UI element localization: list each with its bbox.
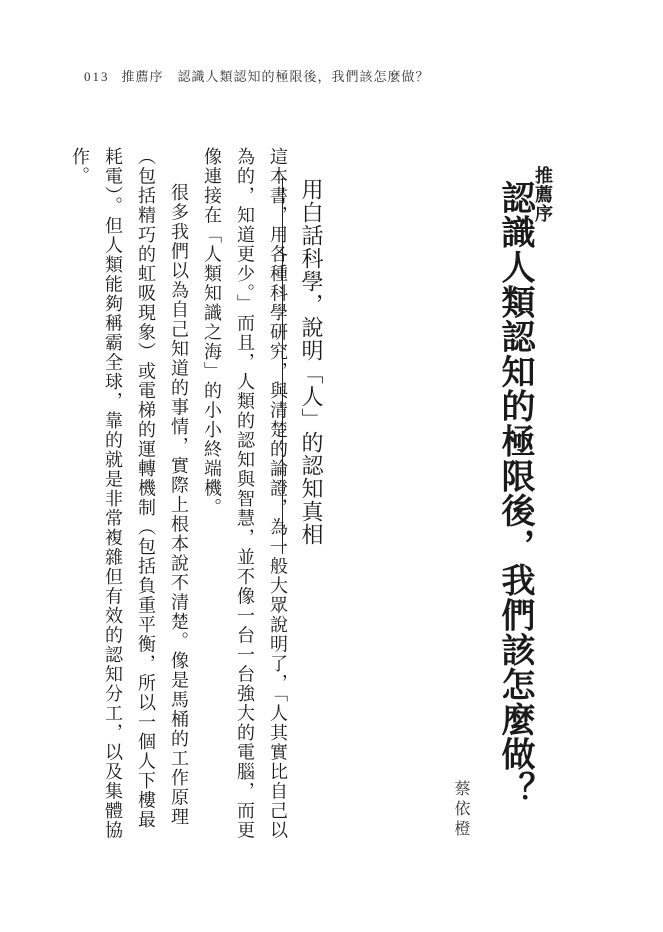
preface-title: 認識人類認知的極限後，我們該怎麼做？ bbox=[495, 180, 535, 807]
running-title: 推薦序 認識人類認知的極限後，我們該怎麼做？ bbox=[121, 70, 430, 85]
section-subtitle: 用白話科學，說明「人」的認知真相 bbox=[298, 178, 323, 546]
preface-label: 推薦序 bbox=[532, 166, 553, 223]
page-number: 013 bbox=[84, 69, 110, 84]
author-name: 蔡依橙 bbox=[452, 780, 471, 840]
body-text bbox=[69, 147, 294, 847]
running-header bbox=[84, 66, 430, 85]
body-paragraph: 這本書，用各種科學研究，與清楚的論證，為一般大眾說明了，「人其實比自己以為的，知道更少。」而且，人類的認知與智慧，並不像一台一台強大的電腦，而更像連接在「人類知識之海」的小小終端機。 bbox=[201, 147, 288, 840]
body-paragraph: 很多我們以為自己知道的事情，實際上根本說不清楚。像是馬桶的工作原理（包括精巧的虹吸現象）或電梯的運轉機制（包括負重平衡，所以一個人下樓最耗電）。但人類能夠稱霸全球，靠的就是非常複雜但有效的認知分工，以及集體協作。 bbox=[69, 147, 189, 840]
